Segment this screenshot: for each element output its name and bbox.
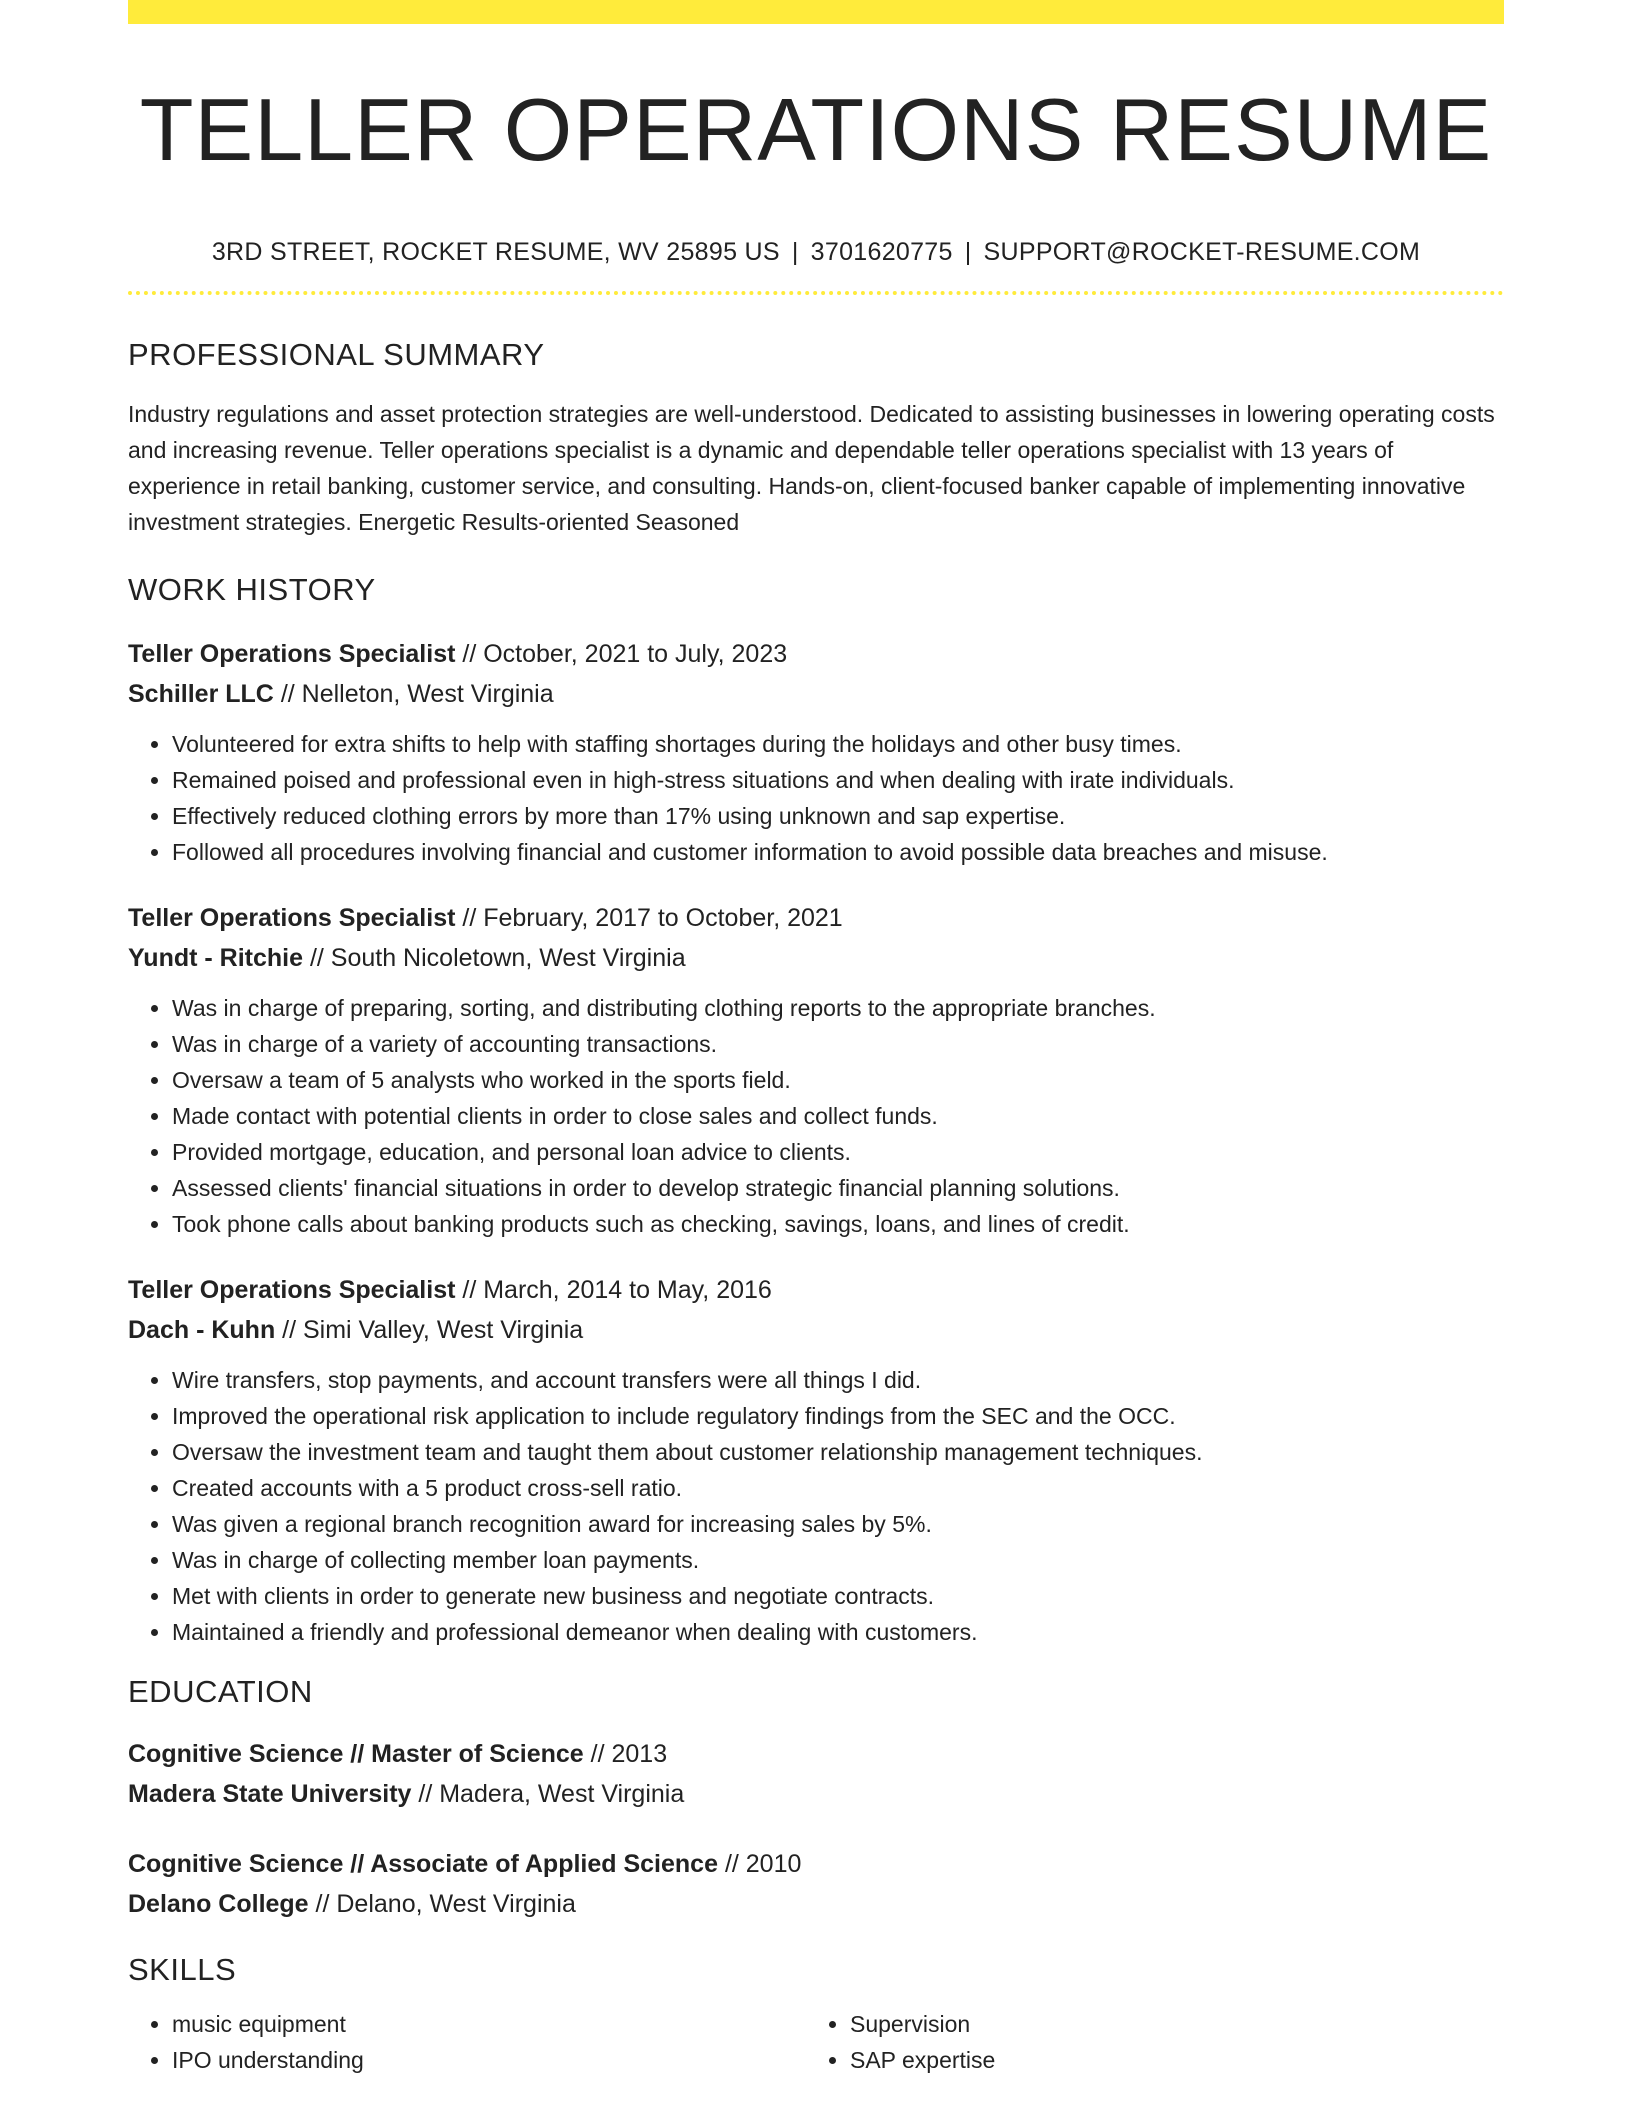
list-item: • Oversaw the investment team and taught them about customer relationship management techniques. (172, 1434, 1504, 1470)
degree-line (128, 1844, 1504, 1884)
list-item: • Was in charge of preparing, sorting, and distributing clothing reports to the appropriate branches. (172, 990, 1504, 1026)
job-location: // Nelleton, West Virginia (273, 680, 554, 708)
school-line (128, 1774, 1504, 1814)
school-location: // Madera, West Virginia (411, 1780, 685, 1808)
school-location: // Delano, West Virginia (308, 1890, 576, 1918)
list-item: • Was in charge of a variety of accounting transactions. (172, 1026, 1504, 1062)
skills-heading: SKILLS (128, 1952, 237, 1987)
school: Delano College (128, 1890, 309, 1918)
list-item: • Followed all procedures involving financial and customer information to avoid possible data breaches and misuse. (172, 834, 1504, 870)
job-location: // South Nicoletown, West Virginia (303, 944, 686, 972)
resume-content (128, 0, 1504, 2078)
degree-year: // 2010 (718, 1850, 802, 1878)
list-item: • Provided mortgage, education, and personal loan advice to clients. (172, 1134, 1504, 1170)
job-company: Schiller LLC (128, 680, 274, 708)
page-title: TELLER OPERATIONS RESUME (139, 80, 1493, 179)
degree-line (128, 1734, 1504, 1774)
list-item: • music equipment (172, 2006, 806, 2042)
list-item: • Took phone calls about banking products such as checking, savings, loans, and lines of credit. (172, 1206, 1504, 1242)
list-item: • Remained poised and professional even in high-stress situations and when dealing with irate individuals. (172, 762, 1504, 798)
list-item: • Made contact with potential clients in order to close sales and collect funds. (172, 1098, 1504, 1134)
summary-heading: PROFESSIONAL SUMMARY (128, 337, 545, 372)
job-entry (128, 1270, 1504, 1650)
list-item: • Assessed clients' financial situations in order to develop strategic financial planning solutions. (172, 1170, 1504, 1206)
job-dates: // February, 2017 to October, 2021 (455, 904, 843, 932)
summary-text: Industry regulations and asset protection strategies are well-understood. Dedicated to assisting businesses in lowering operating costs and increasing revenue. Teller operations specialist is a dynamic and dependable teller operations specialist with 13 years of experience in retail banking, customer service, and consulting. Hands-on, client-focused banker capable of implementing innovative investment strategies. Energetic Results-oriented Seasoned (128, 401, 1495, 535)
address: 3RD STREET, ROCKET RESUME, WV 25895 US (211, 238, 780, 266)
job-company: Dach - Kuhn (128, 1316, 276, 1344)
job-title: Teller Operations Specialist (128, 904, 456, 932)
list-item: • Created accounts with a 5 product cross-sell ratio. (172, 1470, 1504, 1506)
list-item: • Effectively reduced clothing errors by more than 17% using unknown and sap expertise. (172, 798, 1504, 834)
job-dates: // March, 2014 to May, 2016 (455, 1276, 772, 1304)
job-title: Teller Operations Specialist (128, 640, 456, 668)
degree: Cognitive Science // Associate of Applied Science (128, 1850, 718, 1878)
school: Madera State University (128, 1780, 412, 1808)
education-entry (128, 1844, 1504, 1924)
job-company-line (128, 674, 1504, 714)
email: SUPPORT@ROCKET-RESUME.COM (983, 238, 1421, 266)
list-item: • SAP expertise (850, 2042, 1450, 2078)
job-entry (128, 898, 1504, 1242)
skills-list (128, 2006, 1504, 2078)
job-bullets (128, 1362, 1504, 1650)
list-item: • Maintained a friendly and professional demeanor when dealing with customers. (172, 1614, 1504, 1650)
list-item: • Was in charge of collecting member loan payments. (172, 1542, 1504, 1578)
job-company-line (128, 938, 1504, 978)
list-item: • Volunteered for extra shifts to help with staffing shortages during the holidays and other busy times. (172, 726, 1504, 762)
list-item: • Was given a regional branch recognition award for increasing sales by 5%. (172, 1506, 1504, 1542)
job-title: Teller Operations Specialist (128, 1276, 456, 1304)
job-title-line (128, 898, 1504, 938)
list-item: • Supervision (850, 2006, 1450, 2042)
job-bullets (128, 726, 1504, 870)
list-item: • IPO understanding (172, 2042, 806, 2078)
skills-column-right (806, 2006, 1450, 2078)
separator: | (791, 238, 799, 266)
dotted-divider (128, 291, 1504, 295)
list-item: • Oversaw a team of 5 analysts who worked in the sports field. (172, 1062, 1504, 1098)
education-heading: EDUCATION (128, 1674, 313, 1709)
job-title-line (128, 1270, 1504, 1310)
phone: 3701620775 (810, 238, 953, 266)
job-dates: // October, 2021 to July, 2023 (455, 640, 788, 668)
job-company: Yundt - Ritchie (128, 944, 303, 972)
degree: Cognitive Science // Master of Science (128, 1740, 584, 1768)
job-company-line (128, 1310, 1504, 1350)
job-entry (128, 634, 1504, 870)
education-entry (128, 1734, 1504, 1814)
list-item: • Wire transfers, stop payments, and account transfers were all things I did. (172, 1362, 1504, 1398)
work-history-heading: WORK HISTORY (128, 572, 376, 607)
list-item: • Met with clients in order to generate new business and negotiate contracts. (172, 1578, 1504, 1614)
school-line (128, 1884, 1504, 1924)
contact-line (128, 236, 1504, 268)
skills-column-left (128, 2006, 806, 2078)
job-bullets (128, 990, 1504, 1242)
degree-year: // 2013 (583, 1740, 668, 1768)
separator: | (964, 238, 972, 266)
list-item: • Improved the operational risk application to include regulatory findings from the SEC and the OCC. (172, 1398, 1504, 1434)
job-title-line (128, 634, 1504, 674)
job-location: // Simi Valley, West Virginia (275, 1316, 584, 1344)
